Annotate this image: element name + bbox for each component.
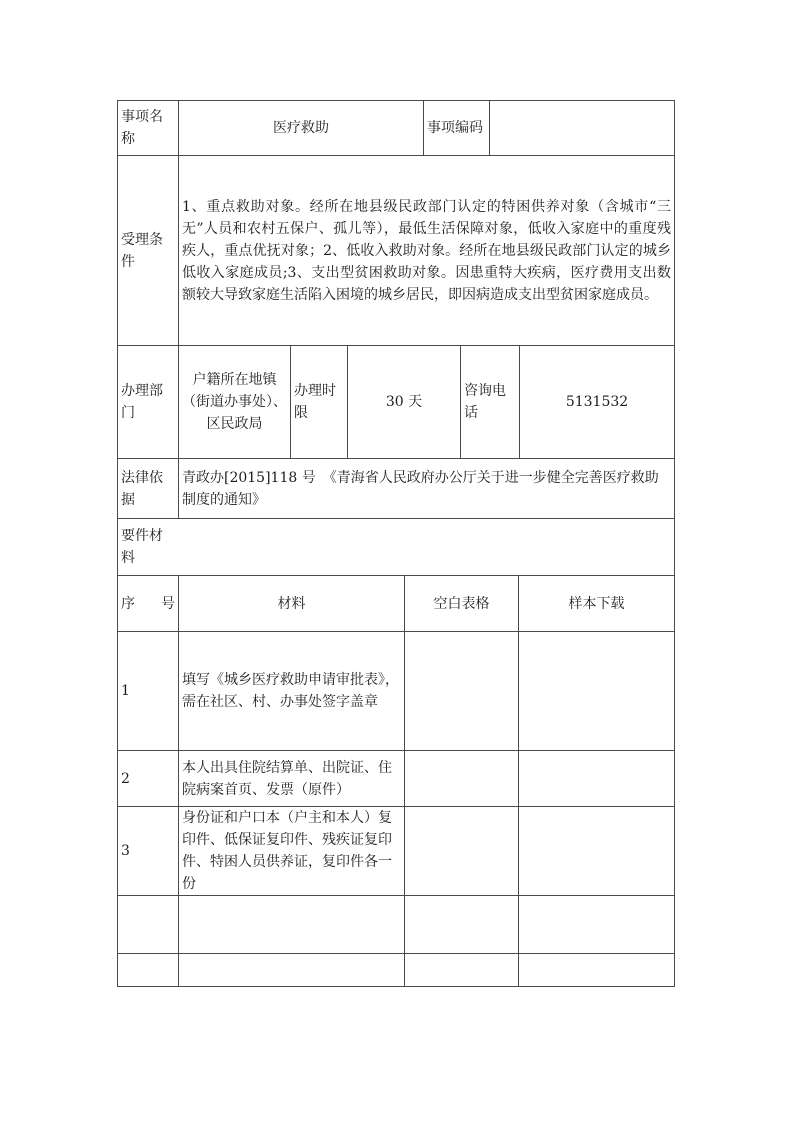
row-materials-header xyxy=(118,575,674,631)
time-limit-value: 30 天 xyxy=(385,394,423,410)
material-3-no-cell xyxy=(118,807,178,895)
department-label-cell xyxy=(118,346,178,458)
item-code-label: 事项编码 xyxy=(427,120,483,136)
time-limit-value-cell xyxy=(347,346,460,458)
conditions-label-cell xyxy=(118,156,178,345)
phone-value: 5131532 xyxy=(565,394,629,410)
material-2-text: 本人出具住院结算单、出院证、住院病案首页、发票（原件） xyxy=(182,759,392,798)
item-code-label-cell xyxy=(423,101,489,155)
department-label: 办理部门 xyxy=(121,383,163,421)
header-no: 序 号 xyxy=(121,595,175,612)
header-no-cell xyxy=(118,576,178,631)
phone-label-cell xyxy=(460,346,519,458)
item-name-value: 医疗救助 xyxy=(273,120,329,136)
conditions-label: 受理条件 xyxy=(121,231,163,270)
material-4-sample-cell xyxy=(518,896,674,953)
material-row-1 xyxy=(118,631,674,750)
department-value-cell xyxy=(178,346,290,458)
material-1-blank-form-cell xyxy=(404,632,518,750)
material-5-sample-cell xyxy=(518,954,674,986)
material-4-text-cell xyxy=(178,896,404,953)
header-sample-download: 样本下载 xyxy=(568,595,625,612)
conditions-value: 1、重点救助对象。经所在地县级民政部门认定的特困供养对象（含城市“三无”人员和农村五保户、孤儿等），最低生活保障对象，低收入家庭中的重度残疾人，重点优抚对象；2、低收入救助对象。经所在地县级民政部门认定的城乡低收入家庭成员;3、支出型贫困救助对象。因患重特大疾病，医疗费用支出数额较大导致家庭生活陷入困境的城乡居民，即因病造成支出型贫困家庭成员。 xyxy=(182,198,671,303)
conditions-value-cell xyxy=(178,156,674,345)
service-info-table xyxy=(117,100,675,987)
department-value: 户籍所在地镇（街道办事处）、区民政局 xyxy=(182,372,287,432)
legal-basis-value-cell xyxy=(178,459,674,518)
material-4-no-cell xyxy=(118,896,178,953)
material-row-5-empty xyxy=(118,953,674,986)
material-2-text-cell xyxy=(178,751,404,806)
header-blank-form: 空白表格 xyxy=(433,595,490,612)
material-3-blank-form-cell xyxy=(404,807,518,895)
material-2-no-cell xyxy=(118,751,178,806)
material-4-blank-form-cell xyxy=(404,896,518,953)
item-code-value-cell xyxy=(489,101,674,155)
phone-label: 咨询电话 xyxy=(464,383,506,421)
material-2-blank-form-cell xyxy=(404,751,518,806)
header-blank-form-cell xyxy=(404,576,518,631)
row-materials-section xyxy=(118,518,674,575)
materials-section-label-cell xyxy=(118,519,674,575)
material-5-text-cell xyxy=(178,954,404,986)
material-row-2 xyxy=(118,750,674,806)
time-limit-label-cell xyxy=(290,346,347,458)
header-material-cell xyxy=(178,576,404,631)
material-row-3 xyxy=(118,806,674,895)
materials-section-label: 要件材料 xyxy=(121,528,163,566)
row-legal-basis xyxy=(118,458,674,518)
item-name-label-cell xyxy=(118,101,178,155)
material-1-sample-cell xyxy=(518,632,674,750)
legal-basis-label: 法律依据 xyxy=(121,469,163,508)
material-5-no-cell xyxy=(118,954,178,986)
header-sample-download-cell xyxy=(518,576,674,631)
material-1-text-cell xyxy=(178,632,404,750)
material-1-no: 1 xyxy=(121,683,130,699)
material-5-blank-form-cell xyxy=(404,954,518,986)
row-department xyxy=(118,345,674,458)
material-row-4-empty xyxy=(118,895,674,953)
material-1-no-cell xyxy=(118,632,178,750)
material-2-no: 2 xyxy=(121,770,130,787)
legal-basis-label-cell xyxy=(118,459,178,518)
row-item-name xyxy=(118,101,674,155)
item-name-value-cell xyxy=(178,101,423,155)
material-3-no: 3 xyxy=(121,843,130,859)
row-conditions xyxy=(118,155,674,345)
time-limit-label: 办理时限 xyxy=(294,383,336,421)
material-1-text: 填写《城乡医疗救助申请审批表》，需在社区、村、办事处签字盖章 xyxy=(182,672,399,710)
item-name-label: 事项名称 xyxy=(121,109,163,147)
material-3-sample-cell xyxy=(518,807,674,895)
material-3-text: 身份证和户口本（户主和本人）复印件、低保证复印件、残疾证复印件、特困人员供养证，复印件各一份 xyxy=(182,810,392,892)
material-3-text-cell xyxy=(178,807,404,895)
material-2-sample-cell xyxy=(518,751,674,806)
header-material: 材料 xyxy=(277,595,306,612)
phone-value-cell xyxy=(519,346,674,458)
legal-basis-value: 青政办[2015]118 号 《青海省人民政府办公厅关于进一步健全完善医疗救助制度的通知》 xyxy=(182,469,659,508)
